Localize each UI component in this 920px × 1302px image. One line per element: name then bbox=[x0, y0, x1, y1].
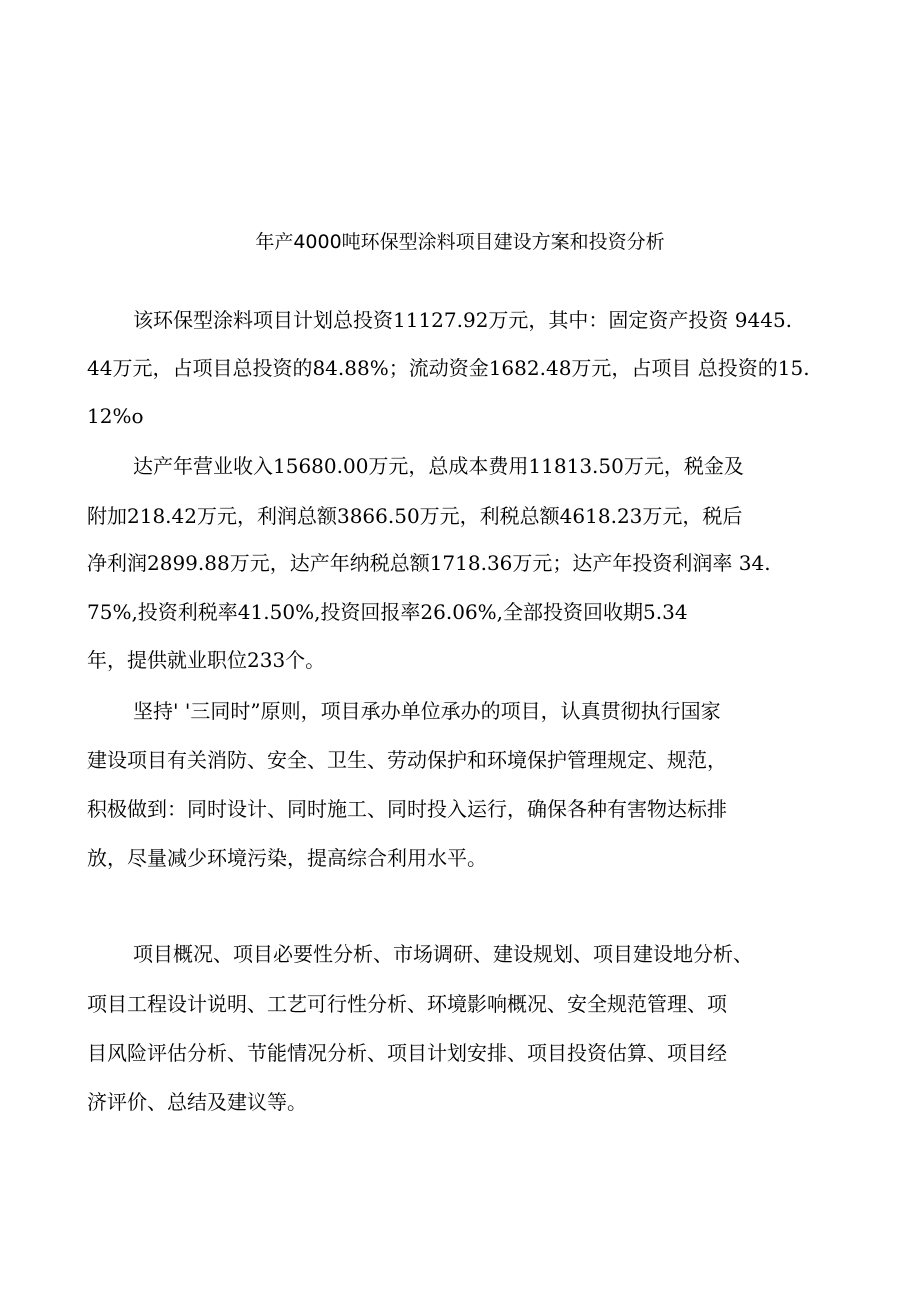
paragraph-investment-line-3: 12%o bbox=[87, 404, 144, 428]
paragraph-contents-line-3: 目风险评估分析、节能情况分析、项目计划安排、项目投资估算、项目经 bbox=[87, 1041, 727, 1065]
document-title: 年产4000吨环保型涂料项目建设方案和投资分析 bbox=[255, 231, 665, 253]
paragraph-principle-line-2: 建设项目有关消防、安全、卫生、劳动保护和环境保护管理规定、规范， bbox=[87, 748, 727, 772]
paragraph-principle-line-4: 放，尽量减少环境污染，提高综合利用水平。 bbox=[87, 846, 487, 870]
paragraph-revenue-line-3: 净利润2899.88万元，达产年纳税总额1718.36万元；达产年投资利润率 34. bbox=[87, 551, 771, 575]
paragraph-revenue-line-2: 附加218.42万元，利润总额3866.50万元，利税总额4618.23万元，税后 bbox=[87, 504, 743, 528]
paragraph-revenue-line-5: 年，提供就业职位233个。 bbox=[87, 648, 326, 672]
paragraph-principle-line-3: 积极做到：同时设计、同时施工、同时投入运行，确保各种有害物达标排 bbox=[87, 797, 727, 821]
paragraph-contents-line-1: 项目概况、项目必要性分析、市场调研、建设规划、项目建设地分析、 bbox=[133, 942, 753, 966]
paragraph-investment-line-2: 44万元，占项目总投资的84.88%；流动资金1682.48万元，占项目 总投资的15. bbox=[87, 356, 810, 380]
paragraph-contents-line-2: 项目工程设计说明、工艺可行性分析、环境影响概况、安全规范管理、项 bbox=[87, 992, 727, 1016]
paragraph-contents-line-4: 济评价、总结及建议等。 bbox=[87, 1090, 307, 1114]
paragraph-revenue-line-4: 75%,投资利税率41.50%,投资回报率26.06%,全部投资回收期5.34 bbox=[87, 600, 688, 624]
paragraph-revenue-line-1: 达产年营业收入15680.00万元，总成本费用11813.50万元，税金及 bbox=[133, 454, 744, 478]
paragraph-investment-line-1: 该环保型涂料项目计划总投资11127.92万元，其中：固定资产投资 9445. bbox=[133, 308, 793, 332]
paragraph-principle-line-1: 坚持' '三同时”原则，项目承办单位承办的项目，认真贯彻执行国家 bbox=[133, 699, 721, 723]
